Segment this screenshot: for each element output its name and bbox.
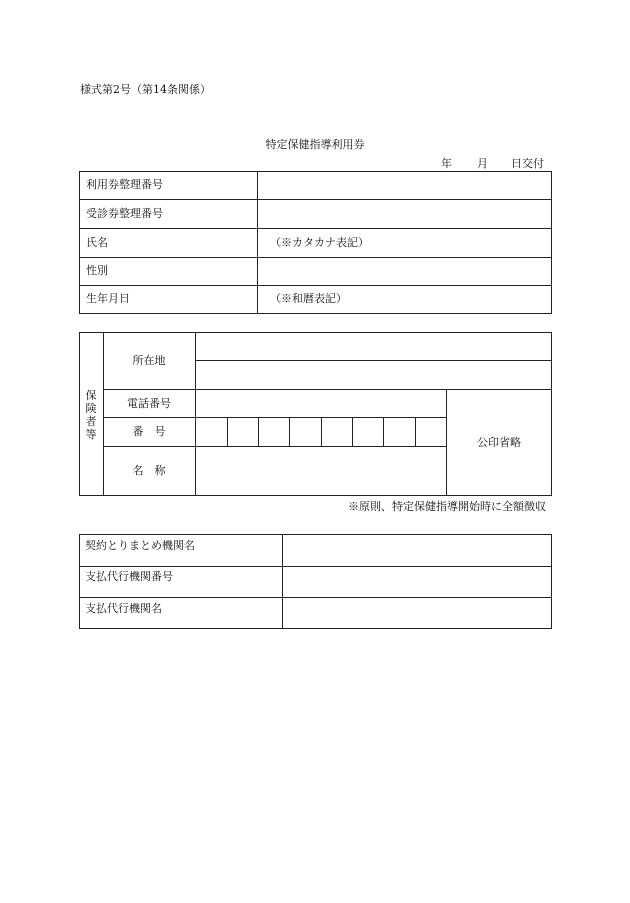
name-label: 氏名 [86, 236, 108, 249]
birthdate-note: （※和暦表記） [270, 292, 347, 305]
insurer-name-label: 名 称 [132, 464, 166, 477]
address-label: 所在地 [132, 354, 166, 367]
usage-ticket-number-label: 利用券整理番号 [86, 178, 163, 191]
seal-omitted-note: 公印省略 [477, 436, 521, 449]
issue-day-label: 日交付 [511, 157, 544, 170]
contract-agency-name-label: 契約とりまとめ機関名 [85, 539, 195, 552]
birthdate-label: 生年月日 [86, 292, 130, 305]
form-number: 様式第2号（第14条関係） [80, 83, 211, 96]
page-title: 特定保健指導利用券 [265, 138, 365, 151]
exam-ticket-number-label: 受診券整理番号 [86, 207, 163, 220]
payment-agent-name-label: 支払代行機関名 [85, 602, 162, 615]
insurer-side-label: 保険者等 [85, 389, 97, 441]
name-note: （※カタカナ表記） [270, 236, 369, 249]
issue-month-label: 月 [477, 157, 488, 170]
issue-year-label: 年 [441, 157, 452, 170]
sex-label: 性別 [86, 264, 108, 277]
phone-label: 電話番号 [127, 397, 171, 410]
payment-agent-number-label: 支払代行機関番号 [85, 570, 173, 583]
footnote: ※原則、特定保健指導開始時に全額徴収 [348, 500, 546, 513]
number-label: 番 号 [132, 425, 166, 438]
